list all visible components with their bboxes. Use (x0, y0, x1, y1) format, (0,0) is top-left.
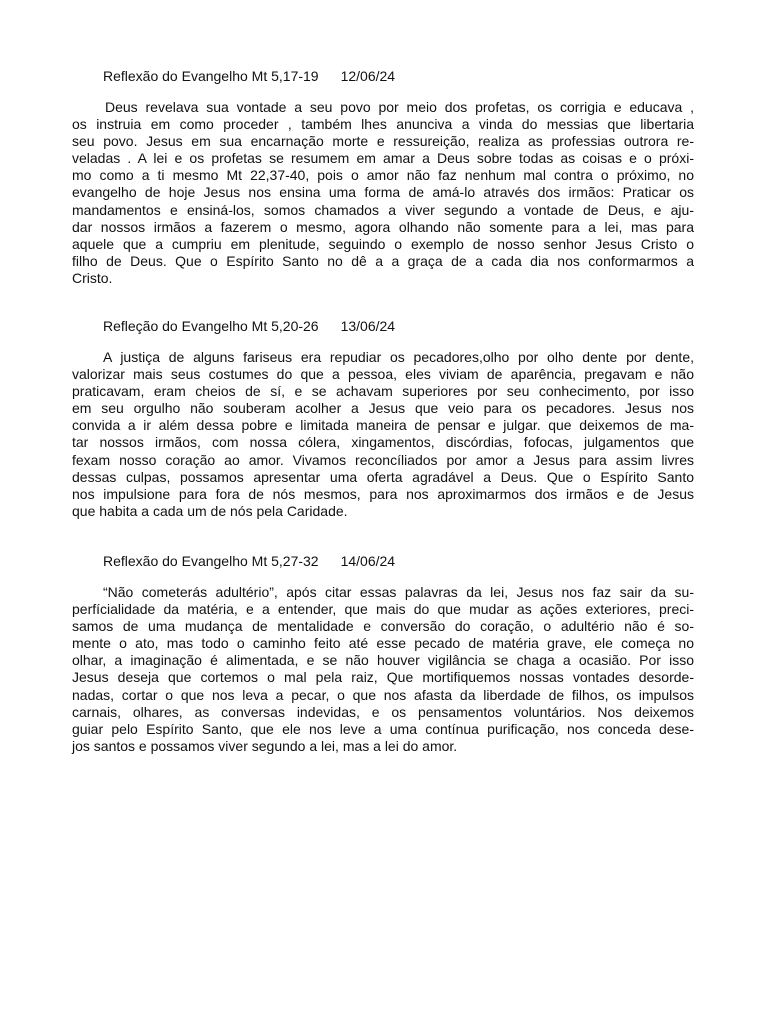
section-title: Reflexão do Evangelho Mt 5,27-32 (103, 553, 319, 569)
paragraph-line: aquele que a cumpriu em plenitude, seguindo o exemplo de nosso senhor Jesus Cristo o (72, 235, 694, 252)
section-heading (72, 68, 694, 85)
section-body (72, 349, 694, 520)
paragraph-line: praticavam, eram cheios de sí, e se achavam superiores por seu conhecimento, por isso (72, 383, 694, 400)
paragraph-line: filho de Deus. Que o Espírito Santo no dê a a graça de a cada dia nos conformarmos a (72, 252, 694, 269)
section-title: Refleção do Evangelho Mt 5,20-26 (103, 318, 319, 334)
section-body (72, 99, 694, 287)
paragraph-line: em seu orgulho não souberam acolher a Jesus que veio para os pecadores. Jesus nos (72, 400, 694, 417)
paragraph-line: mo como a ti mesmo Mt 22,37-40, pois o amor não faz nenhum mal contra o próximo, no (72, 167, 694, 184)
paragraph-line: veladas . A lei e os profetas se resumem em amar a Deus sobre todas as coisas e o próxi- (72, 150, 694, 167)
section-date: 14/06/24 (340, 553, 396, 569)
paragraph-line: os instruia em como proceder , também lhes anunciva a vinda do messias que libertaria (72, 116, 694, 133)
section-date: 13/06/24 (340, 318, 396, 334)
paragraph-line: jos santos e possamos viver segundo a lei, mas a lei do amor. (72, 737, 458, 754)
paragraph-line: mente o ato, mas todo o caminho feito até esse pecado de matéria grave, ele começa no (72, 635, 694, 652)
paragraph-line: convida a ir além dessa pobre e limitada maneira de pensar e julgar. que deixemos de ma- (72, 417, 694, 434)
section-body (72, 584, 694, 755)
reflection-section-2 (72, 318, 694, 520)
paragraph-line: valorizar mais seus costumes do que a pessoa, eles viviam de aparência, pregavam e não (72, 366, 694, 383)
paragraph-line: olhar, a imaginação é alimentada, e se não houver vigilância se chaga a ocasião. Por isso (72, 652, 694, 669)
paragraph-line: mandamentos e ensiná-los, somos chamados a viver segundo a vontade de Deus, e aju- (72, 201, 694, 218)
paragraph-line: samos de uma mudança de mentalidade e conversão do coração, o adultério não é so- (72, 618, 694, 635)
paragraph-line: Deus revelava sua vontade a seu povo por meio dos profetas, os corrigia e educava , (105, 99, 694, 115)
section-heading (72, 553, 694, 570)
paragraph-line: evangelho de hoje Jesus nos ensina uma forma de amá-lo através dos irmãos: Praticar os (72, 184, 694, 201)
paragraph-line: nadas, cortar o que nos leva a pecar, o que nos afasta da liberdade de filhos, os impulsos (72, 686, 694, 703)
section-date: 12/06/24 (340, 68, 396, 84)
paragraph-line: guiar pelo Espírito Santo, que ele nos leve a uma contínua purificação, nos conceda dese- (72, 720, 694, 737)
paragraph-line: Jesus deseja que cortemos o mal pela raiz, Que mortifiquemos nossas vontades desorde- (72, 669, 694, 686)
paragraph-line: Cristo. (72, 269, 113, 286)
paragraph-line: perfícialidade da matéria, e a entender, que mais do que mudar as ações exteriores, preci- (72, 601, 694, 618)
paragraph-line: carnais, olhares, as conversas indevidas, e os pensamentos voluntários. Nos deixemos (72, 703, 694, 720)
paragraph-line: que habita a cada um de nós pela Caridade. (72, 502, 348, 519)
paragraph-line: fexam nosso coração ao amor. Vivamos reconcíliados por amor a Jesus para assim livres (72, 451, 694, 468)
reflection-section-1 (72, 68, 694, 287)
section-title: Reflexão do Evangelho Mt 5,17-19 (103, 68, 319, 84)
paragraph-line: A justiça de alguns fariseus era repudiar os pecadores,olho por olho dente por dente, (103, 349, 694, 365)
paragraph-line: dar nossos irmãos a fazerem o mesmo, agora olhando não somente para a lei, mas para (72, 218, 694, 235)
paragraph-line: “Não cometerás adultério”, após citar essas palavras da lei, Jesus nos faz sair da su- (103, 584, 694, 600)
paragraph-line: nos impulsione para fora de nós mesmos, para nos aproximarmos dos irmãos e de Jesus (72, 485, 694, 502)
paragraph-line: dessas culpas, possamos apresentar uma oferta agradável a Deus. Que o Espírito Santo (72, 468, 694, 485)
reflection-section-3 (72, 553, 694, 755)
section-heading (72, 318, 694, 335)
paragraph-line: tar nossos irmãos, com nossa cólera, xingamentos, discórdias, fofocas, julgamentos que (72, 434, 694, 451)
paragraph-line: seu povo. Jesus em sua encarnação morte e ressureição, realiza as professias outrora re- (72, 133, 694, 150)
